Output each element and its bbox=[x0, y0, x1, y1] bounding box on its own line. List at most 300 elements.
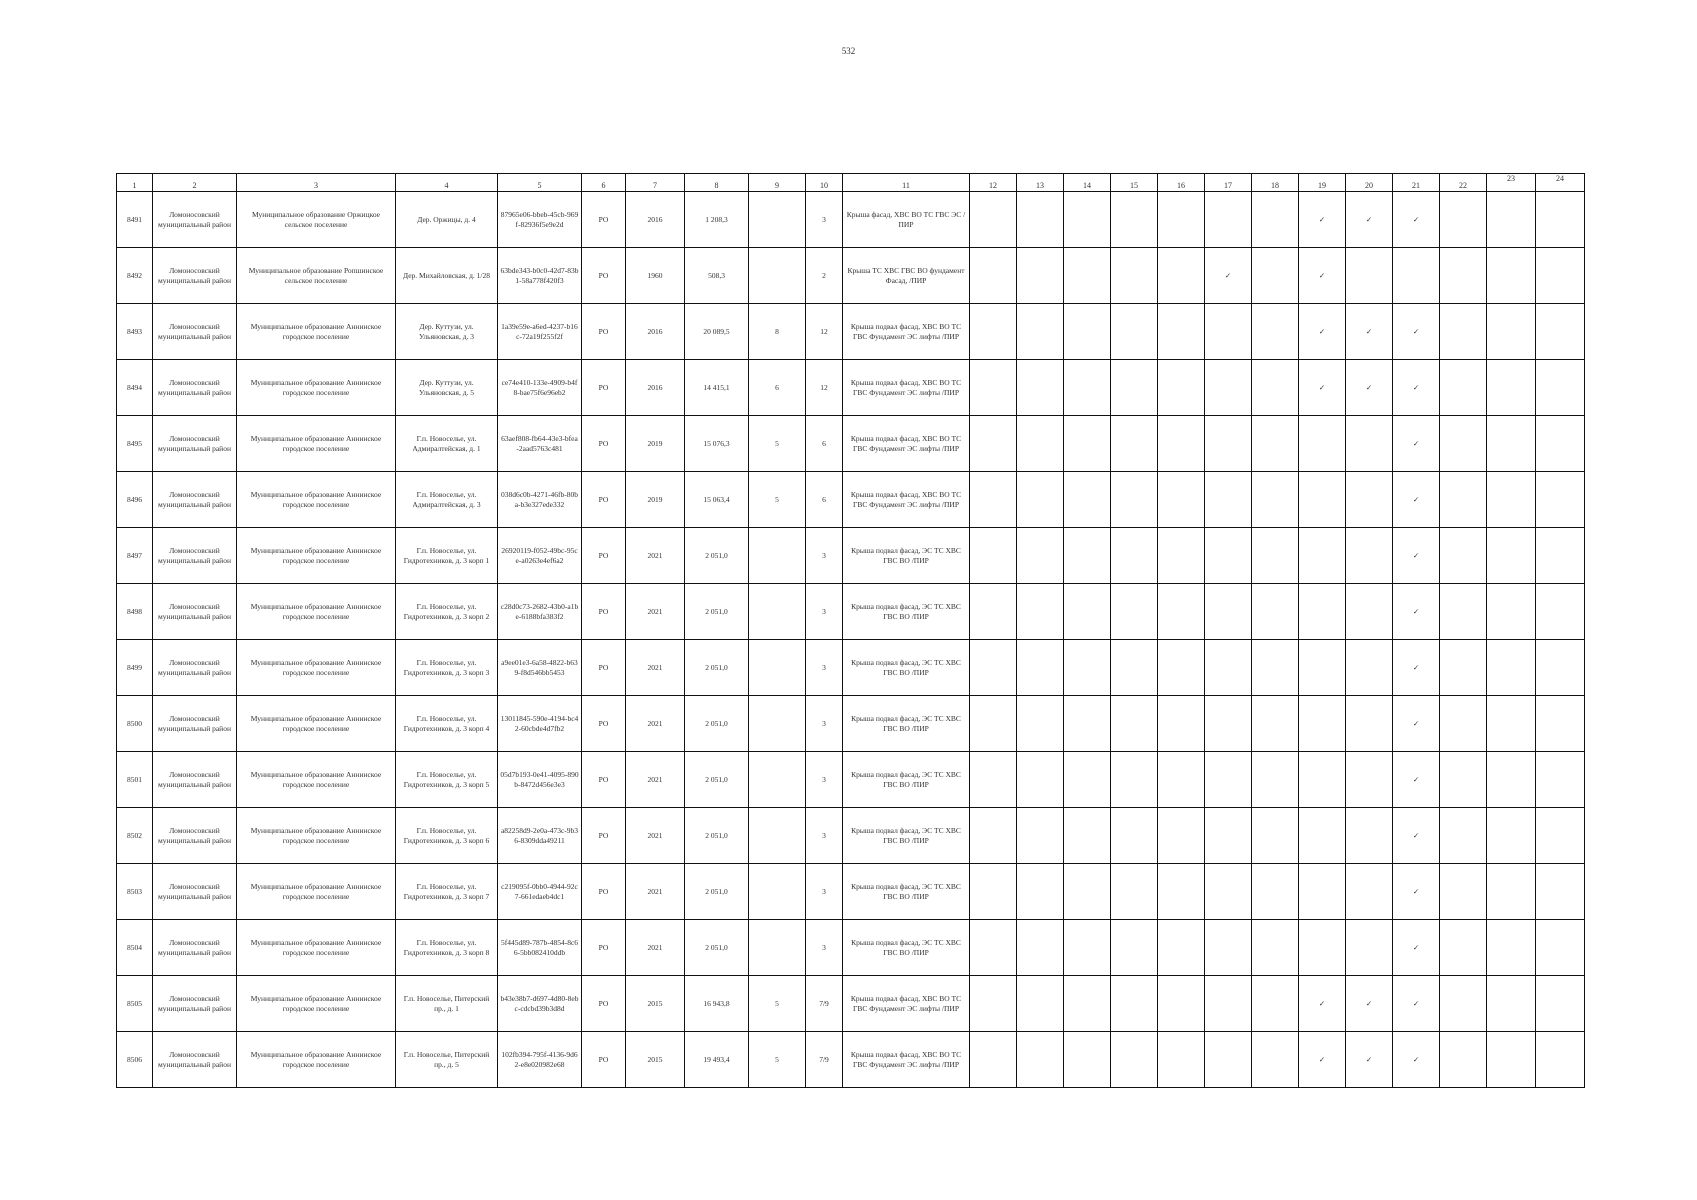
municipality-cell: Муниципальное образование Аннинское городское поселение bbox=[237, 304, 396, 360]
area-cell: 2 051,0 bbox=[685, 584, 749, 640]
col-17-cell bbox=[1205, 976, 1252, 1032]
column-header-20: 20 bbox=[1346, 174, 1393, 192]
column-header-15: 15 bbox=[1111, 174, 1158, 192]
year-cell: 2021 bbox=[626, 864, 685, 920]
area-cell: 1 208,3 bbox=[685, 192, 749, 248]
col-10-cell: 3 bbox=[806, 192, 843, 248]
column-header-17: 17 bbox=[1205, 174, 1252, 192]
row-number: 8505 bbox=[117, 976, 153, 1032]
col-9-cell: 5 bbox=[749, 472, 806, 528]
works-cell: Крыша подвал фасад, ХВС ВО ТС ГВС Фундамент ЭС лифты /ПИР bbox=[843, 976, 970, 1032]
check-mark-icon: ✓ bbox=[1412, 774, 1420, 784]
year-cell: 2016 bbox=[626, 192, 685, 248]
column-header-12: 12 bbox=[970, 174, 1017, 192]
district-cell: Ломоносовский муниципальный район bbox=[153, 808, 237, 864]
table-row bbox=[117, 920, 1585, 976]
col-14-cell bbox=[1064, 360, 1111, 416]
area-cell: 19 493,4 bbox=[685, 1032, 749, 1088]
address-cell: Дер. Куттузи, ул. Ульяновская, д. 5 bbox=[396, 360, 498, 416]
guid-cell: 038d6c0b-4271-46fb-80ba-b3e327ede332 bbox=[498, 472, 582, 528]
form-cell: РО bbox=[582, 360, 626, 416]
district-cell: Ломоносовский муниципальный район bbox=[153, 416, 237, 472]
row-number: 8502 bbox=[117, 808, 153, 864]
check-mark-icon: ✓ bbox=[1318, 382, 1326, 392]
col-16-cell bbox=[1158, 752, 1205, 808]
col-17-cell bbox=[1205, 808, 1252, 864]
col-20-cell bbox=[1346, 976, 1393, 1032]
col-12-cell bbox=[970, 360, 1017, 416]
year-cell: 2021 bbox=[626, 640, 685, 696]
district-cell: Ломоносовский муниципальный район bbox=[153, 640, 237, 696]
table-row bbox=[117, 304, 1585, 360]
guid-cell: 63aef808-fb64-43e3-bfea-2aad5763c481 bbox=[498, 416, 582, 472]
col-12-cell bbox=[970, 416, 1017, 472]
row-number: 8497 bbox=[117, 528, 153, 584]
table-row bbox=[117, 696, 1585, 752]
col-13-cell bbox=[1017, 808, 1064, 864]
col-20-cell bbox=[1346, 864, 1393, 920]
check-mark-icon: ✓ bbox=[1412, 998, 1420, 1008]
col-14-cell bbox=[1064, 304, 1111, 360]
col-19-cell bbox=[1299, 472, 1346, 528]
form-cell: РО bbox=[582, 640, 626, 696]
form-cell: РО bbox=[582, 304, 626, 360]
col-22-cell bbox=[1440, 976, 1487, 1032]
col-21-cell bbox=[1393, 864, 1440, 920]
col-17-cell bbox=[1205, 696, 1252, 752]
works-cell: Крыша подвал фасад, ЭС ТС ХВС ГВС ВО /ПИР bbox=[843, 752, 970, 808]
col-9-cell bbox=[749, 640, 806, 696]
col-23-cell bbox=[1487, 864, 1536, 920]
col-17-cell bbox=[1205, 584, 1252, 640]
guid-cell: c219095f-0bb0-4944-92c7-661edaeb4dc1 bbox=[498, 864, 582, 920]
area-cell: 2 051,0 bbox=[685, 920, 749, 976]
col-24-cell bbox=[1536, 472, 1585, 528]
works-cell: Крыша подвал фасад, ХВС ВО ТС ГВС Фундамент ЭС лифты /ПИР bbox=[843, 360, 970, 416]
col-14-cell bbox=[1064, 416, 1111, 472]
form-cell: РО bbox=[582, 192, 626, 248]
col-12-cell bbox=[970, 864, 1017, 920]
col-14-cell bbox=[1064, 752, 1111, 808]
col-21-cell bbox=[1393, 360, 1440, 416]
works-cell: Крыша подвал фасад, ХВС ВО ТС ГВС Фундамент ЭС лифты /ПИР bbox=[843, 416, 970, 472]
table-row bbox=[117, 808, 1585, 864]
col-22-cell bbox=[1440, 248, 1487, 304]
col-17-cell bbox=[1205, 248, 1252, 304]
col-10-cell: 12 bbox=[806, 360, 843, 416]
col-13-cell bbox=[1017, 1032, 1064, 1088]
col-13-cell bbox=[1017, 192, 1064, 248]
address-cell: Г.п. Новоселье, ул. Гидротехников, д. 3 корп 1 bbox=[396, 528, 498, 584]
area-cell: 15 076,3 bbox=[685, 416, 749, 472]
col-23-cell bbox=[1487, 472, 1536, 528]
check-mark-icon: ✓ bbox=[1365, 326, 1373, 336]
col-16-cell bbox=[1158, 416, 1205, 472]
column-header-11: 11 bbox=[843, 174, 970, 192]
col-13-cell bbox=[1017, 360, 1064, 416]
col-15-cell bbox=[1111, 304, 1158, 360]
col-15-cell bbox=[1111, 360, 1158, 416]
col-9-cell: 5 bbox=[749, 416, 806, 472]
column-header-4: 4 bbox=[396, 174, 498, 192]
guid-cell: 26920119-f052-49bc-95ce-a0263e4ef6a2 bbox=[498, 528, 582, 584]
col-16-cell bbox=[1158, 360, 1205, 416]
check-mark-icon: ✓ bbox=[1365, 1054, 1373, 1064]
col-13-cell bbox=[1017, 248, 1064, 304]
table-row bbox=[117, 416, 1585, 472]
district-cell: Ломоносовский муниципальный район bbox=[153, 696, 237, 752]
page-number: 532 bbox=[841, 46, 856, 56]
col-20-cell bbox=[1346, 416, 1393, 472]
form-cell: РО bbox=[582, 472, 626, 528]
col-23-cell bbox=[1487, 584, 1536, 640]
column-header-9: 9 bbox=[749, 174, 806, 192]
col-15-cell bbox=[1111, 584, 1158, 640]
col-12-cell bbox=[970, 808, 1017, 864]
col-19-cell bbox=[1299, 304, 1346, 360]
col-9-cell: 6 bbox=[749, 360, 806, 416]
column-header-3: 3 bbox=[237, 174, 396, 192]
area-cell: 15 063,4 bbox=[685, 472, 749, 528]
guid-cell: 13011845-590e-4194-bc42-60cbde4d7fb2 bbox=[498, 696, 582, 752]
year-cell: 2015 bbox=[626, 976, 685, 1032]
row-number: 8492 bbox=[117, 248, 153, 304]
col-13-cell bbox=[1017, 864, 1064, 920]
col-17-cell bbox=[1205, 864, 1252, 920]
col-9-cell bbox=[749, 920, 806, 976]
col-21-cell bbox=[1393, 584, 1440, 640]
col-20-cell bbox=[1346, 248, 1393, 304]
col-14-cell bbox=[1064, 472, 1111, 528]
check-mark-icon: ✓ bbox=[1318, 1054, 1326, 1064]
works-cell: Крыша подвал фасад, ХВС ВО ТС ГВС Фундамент ЭС лифты /ПИР bbox=[843, 1032, 970, 1088]
col-23-cell bbox=[1487, 696, 1536, 752]
col-22-cell bbox=[1440, 304, 1487, 360]
col-17-cell bbox=[1205, 528, 1252, 584]
col-18-cell bbox=[1252, 752, 1299, 808]
col-23-cell bbox=[1487, 976, 1536, 1032]
col-23-cell bbox=[1487, 640, 1536, 696]
district-cell: Ломоносовский муниципальный район bbox=[153, 360, 237, 416]
col-18-cell bbox=[1252, 584, 1299, 640]
form-cell: РО bbox=[582, 248, 626, 304]
row-number: 8504 bbox=[117, 920, 153, 976]
col-24-cell bbox=[1536, 1032, 1585, 1088]
col-19-cell bbox=[1299, 192, 1346, 248]
col-9-cell: 5 bbox=[749, 976, 806, 1032]
col-14-cell bbox=[1064, 640, 1111, 696]
col-10-cell: 3 bbox=[806, 584, 843, 640]
col-23-cell bbox=[1487, 192, 1536, 248]
col-14-cell bbox=[1064, 920, 1111, 976]
col-10-cell: 3 bbox=[806, 920, 843, 976]
area-cell: 2 051,0 bbox=[685, 864, 749, 920]
col-10-cell: 3 bbox=[806, 528, 843, 584]
municipality-cell: Муниципальное образование Аннинское городское поселение bbox=[237, 1032, 396, 1088]
municipality-cell: Муниципальное образование Аннинское городское поселение bbox=[237, 640, 396, 696]
col-21-cell bbox=[1393, 976, 1440, 1032]
col-10-cell: 3 bbox=[806, 752, 843, 808]
year-cell: 2021 bbox=[626, 920, 685, 976]
col-16-cell bbox=[1158, 1032, 1205, 1088]
municipality-cell: Муниципальное образование Аннинское городское поселение bbox=[237, 976, 396, 1032]
address-cell: Г.п. Новоселье, Питерский пр., д. 5 bbox=[396, 1032, 498, 1088]
col-21-cell bbox=[1393, 808, 1440, 864]
year-cell: 2021 bbox=[626, 752, 685, 808]
col-20-cell bbox=[1346, 528, 1393, 584]
col-13-cell bbox=[1017, 640, 1064, 696]
guid-cell: 05d7b193-0e41-4095-890b-8472d456e3e3 bbox=[498, 752, 582, 808]
col-10-cell: 7/9 bbox=[806, 1032, 843, 1088]
column-header-23: 23 bbox=[1487, 174, 1536, 192]
check-mark-icon: ✓ bbox=[1412, 662, 1420, 672]
check-mark-icon: ✓ bbox=[1412, 550, 1420, 560]
col-20-cell bbox=[1346, 192, 1393, 248]
works-cell: Крыша подвал фасад, ЭС ТС ХВС ГВС ВО /ПИР bbox=[843, 696, 970, 752]
col-15-cell bbox=[1111, 752, 1158, 808]
guid-cell: b43e38b7-d697-4d80-8ebc-cdcbd39b3d8d bbox=[498, 976, 582, 1032]
col-22-cell bbox=[1440, 528, 1487, 584]
form-cell: РО bbox=[582, 1032, 626, 1088]
col-9-cell: 8 bbox=[749, 304, 806, 360]
col-9-cell bbox=[749, 808, 806, 864]
check-mark-icon: ✓ bbox=[1412, 606, 1420, 616]
col-22-cell bbox=[1440, 416, 1487, 472]
col-13-cell bbox=[1017, 584, 1064, 640]
table-row bbox=[117, 192, 1585, 248]
col-15-cell bbox=[1111, 528, 1158, 584]
col-20-cell bbox=[1346, 808, 1393, 864]
column-header-13: 13 bbox=[1017, 174, 1064, 192]
col-20-cell bbox=[1346, 696, 1393, 752]
works-cell: Крыша фасад, ХВС ВО ТС ГВС ЭС /ПИР bbox=[843, 192, 970, 248]
col-22-cell bbox=[1440, 360, 1487, 416]
municipality-cell: Муниципальное образование Оржицкое сельское поселение bbox=[237, 192, 396, 248]
row-number: 8498 bbox=[117, 584, 153, 640]
col-21-cell bbox=[1393, 1032, 1440, 1088]
col-13-cell bbox=[1017, 416, 1064, 472]
col-16-cell bbox=[1158, 976, 1205, 1032]
col-20-cell bbox=[1346, 640, 1393, 696]
col-15-cell bbox=[1111, 808, 1158, 864]
works-cell: Крыша подвал фасад, ЭС ТС ХВС ГВС ВО /ПИР bbox=[843, 808, 970, 864]
district-cell: Ломоносовский муниципальный район bbox=[153, 1032, 237, 1088]
col-12-cell bbox=[970, 752, 1017, 808]
col-9-cell bbox=[749, 584, 806, 640]
table-row bbox=[117, 472, 1585, 528]
check-mark-icon: ✓ bbox=[1412, 718, 1420, 728]
col-12-cell bbox=[970, 192, 1017, 248]
col-18-cell bbox=[1252, 640, 1299, 696]
col-21-cell bbox=[1393, 640, 1440, 696]
row-number: 8496 bbox=[117, 472, 153, 528]
district-cell: Ломоносовский муниципальный район bbox=[153, 528, 237, 584]
col-18-cell bbox=[1252, 528, 1299, 584]
district-cell: Ломоносовский муниципальный район bbox=[153, 472, 237, 528]
address-cell: Г.п. Новоселье, ул. Гидротехников, д. 3 корп 4 bbox=[396, 696, 498, 752]
check-mark-icon: ✓ bbox=[1224, 270, 1232, 280]
check-mark-icon: ✓ bbox=[1412, 214, 1420, 224]
col-12-cell bbox=[970, 472, 1017, 528]
check-mark-icon: ✓ bbox=[1412, 1054, 1420, 1064]
check-mark-icon: ✓ bbox=[1412, 942, 1420, 952]
year-cell: 2016 bbox=[626, 360, 685, 416]
col-13-cell bbox=[1017, 752, 1064, 808]
municipality-cell: Муниципальное образование Ропшинское сельское поселение bbox=[237, 248, 396, 304]
col-14-cell bbox=[1064, 192, 1111, 248]
column-header-1: 1 bbox=[117, 174, 153, 192]
guid-cell: 63bde343-b0c0-42d7-83b1-58a778f420f3 bbox=[498, 248, 582, 304]
col-19-cell bbox=[1299, 416, 1346, 472]
col-17-cell bbox=[1205, 640, 1252, 696]
col-23-cell bbox=[1487, 528, 1536, 584]
col-14-cell bbox=[1064, 864, 1111, 920]
col-18-cell bbox=[1252, 1032, 1299, 1088]
col-13-cell bbox=[1017, 528, 1064, 584]
guid-cell: a82258d9-2e0a-473c-9b36-8309dda49211 bbox=[498, 808, 582, 864]
row-number: 8494 bbox=[117, 360, 153, 416]
area-cell: 2 051,0 bbox=[685, 528, 749, 584]
year-cell: 2019 bbox=[626, 416, 685, 472]
address-cell: Г.п. Новоселье, ул. Гидротехников, д. 3 корп 2 bbox=[396, 584, 498, 640]
table-row bbox=[117, 528, 1585, 584]
year-cell: 2016 bbox=[626, 304, 685, 360]
col-14-cell bbox=[1064, 696, 1111, 752]
guid-cell: 87965e06-bbeb-45cb-969f-82936f5e9e2d bbox=[498, 192, 582, 248]
col-15-cell bbox=[1111, 696, 1158, 752]
column-number-header-row bbox=[117, 174, 1585, 192]
check-mark-icon: ✓ bbox=[1318, 998, 1326, 1008]
col-18-cell bbox=[1252, 976, 1299, 1032]
col-23-cell bbox=[1487, 248, 1536, 304]
address-cell: Г.п. Новоселье, ул. Гидротехников, д. 3 корп 7 bbox=[396, 864, 498, 920]
form-cell: РО bbox=[582, 584, 626, 640]
col-16-cell bbox=[1158, 472, 1205, 528]
guid-cell: a9ee01e3-6a58-4822-b639-f8d546bb5453 bbox=[498, 640, 582, 696]
col-15-cell bbox=[1111, 864, 1158, 920]
col-17-cell bbox=[1205, 752, 1252, 808]
col-24-cell bbox=[1536, 920, 1585, 976]
col-15-cell bbox=[1111, 640, 1158, 696]
col-23-cell bbox=[1487, 304, 1536, 360]
col-16-cell bbox=[1158, 192, 1205, 248]
municipality-cell: Муниципальное образование Аннинское городское поселение bbox=[237, 528, 396, 584]
column-header-5: 5 bbox=[498, 174, 582, 192]
table-row bbox=[117, 1032, 1585, 1088]
col-17-cell bbox=[1205, 360, 1252, 416]
municipality-cell: Муниципальное образование Аннинское городское поселение bbox=[237, 696, 396, 752]
column-header-6: 6 bbox=[582, 174, 626, 192]
col-15-cell bbox=[1111, 976, 1158, 1032]
col-15-cell bbox=[1111, 248, 1158, 304]
address-cell: Дер. Михайловская, д. 1/28 bbox=[396, 248, 498, 304]
col-18-cell bbox=[1252, 920, 1299, 976]
guid-cell: 102fb394-795f-4136-9d62-e8e020982e68 bbox=[498, 1032, 582, 1088]
col-10-cell: 3 bbox=[806, 640, 843, 696]
col-18-cell bbox=[1252, 864, 1299, 920]
col-24-cell bbox=[1536, 808, 1585, 864]
address-cell: Дер. Куттузи, ул. Ульяновская, д. 3 bbox=[396, 304, 498, 360]
form-cell: РО bbox=[582, 976, 626, 1032]
col-10-cell: 3 bbox=[806, 864, 843, 920]
col-15-cell bbox=[1111, 416, 1158, 472]
col-9-cell bbox=[749, 696, 806, 752]
col-16-cell bbox=[1158, 864, 1205, 920]
col-12-cell bbox=[970, 696, 1017, 752]
col-20-cell bbox=[1346, 920, 1393, 976]
address-cell: Г.п. Новоселье, ул. Адмиралтейская, д. 3 bbox=[396, 472, 498, 528]
col-10-cell: 12 bbox=[806, 304, 843, 360]
year-cell: 2021 bbox=[626, 808, 685, 864]
form-cell: РО bbox=[582, 752, 626, 808]
col-13-cell bbox=[1017, 472, 1064, 528]
works-cell: Крыша подвал фасад, ЭС ТС ХВС ГВС ВО /ПИР bbox=[843, 864, 970, 920]
col-20-cell bbox=[1346, 1032, 1393, 1088]
col-21-cell bbox=[1393, 696, 1440, 752]
check-mark-icon: ✓ bbox=[1412, 382, 1420, 392]
table-row bbox=[117, 752, 1585, 808]
col-15-cell bbox=[1111, 1032, 1158, 1088]
column-header-14: 14 bbox=[1064, 174, 1111, 192]
col-24-cell bbox=[1536, 304, 1585, 360]
works-cell: Крыша подвал фасад, ЭС ТС ХВС ГВС ВО /ПИР bbox=[843, 584, 970, 640]
col-22-cell bbox=[1440, 920, 1487, 976]
table-row bbox=[117, 584, 1585, 640]
col-16-cell bbox=[1158, 248, 1205, 304]
col-24-cell bbox=[1536, 696, 1585, 752]
table-row bbox=[117, 864, 1585, 920]
col-23-cell bbox=[1487, 808, 1536, 864]
col-22-cell bbox=[1440, 696, 1487, 752]
col-21-cell bbox=[1393, 248, 1440, 304]
works-cell: Крыша подвал фасад, ЭС ТС ХВС ГВС ВО /ПИР bbox=[843, 528, 970, 584]
address-cell: Г.п. Новоселье, ул. Гидротехников, д. 3 корп 5 bbox=[396, 752, 498, 808]
col-18-cell bbox=[1252, 304, 1299, 360]
col-10-cell: 6 bbox=[806, 416, 843, 472]
table-body bbox=[117, 192, 1585, 1088]
year-cell: 2021 bbox=[626, 584, 685, 640]
column-header-7: 7 bbox=[626, 174, 685, 192]
col-12-cell bbox=[970, 640, 1017, 696]
col-21-cell bbox=[1393, 472, 1440, 528]
col-14-cell bbox=[1064, 584, 1111, 640]
col-16-cell bbox=[1158, 808, 1205, 864]
column-header-8: 8 bbox=[685, 174, 749, 192]
form-cell: РО bbox=[582, 696, 626, 752]
col-22-cell bbox=[1440, 752, 1487, 808]
check-mark-icon: ✓ bbox=[1412, 326, 1420, 336]
col-9-cell bbox=[749, 864, 806, 920]
area-cell: 2 051,0 bbox=[685, 808, 749, 864]
row-number: 8493 bbox=[117, 304, 153, 360]
col-24-cell bbox=[1536, 864, 1585, 920]
works-cell: Крыша подвал фасад, ЭС ТС ХВС ГВС ВО /ПИР bbox=[843, 640, 970, 696]
col-18-cell bbox=[1252, 696, 1299, 752]
municipality-cell: Муниципальное образование Аннинское городское поселение bbox=[237, 752, 396, 808]
area-cell: 20 089,5 bbox=[685, 304, 749, 360]
year-cell: 2019 bbox=[626, 472, 685, 528]
column-header-16: 16 bbox=[1158, 174, 1205, 192]
district-cell: Ломоносовский муниципальный район bbox=[153, 864, 237, 920]
row-number: 8495 bbox=[117, 416, 153, 472]
column-header-2: 2 bbox=[153, 174, 237, 192]
col-19-cell bbox=[1299, 360, 1346, 416]
guid-cell: 5f445d89-787b-4854-8c66-5bb082410ddb bbox=[498, 920, 582, 976]
address-cell: Г.п. Новоселье, ул. Гидротехников, д. 3 корп 3 bbox=[396, 640, 498, 696]
col-9-cell bbox=[749, 528, 806, 584]
address-cell: Г.п. Новоселье, ул. Гидротехников, д. 3 корп 6 bbox=[396, 808, 498, 864]
row-number: 8500 bbox=[117, 696, 153, 752]
